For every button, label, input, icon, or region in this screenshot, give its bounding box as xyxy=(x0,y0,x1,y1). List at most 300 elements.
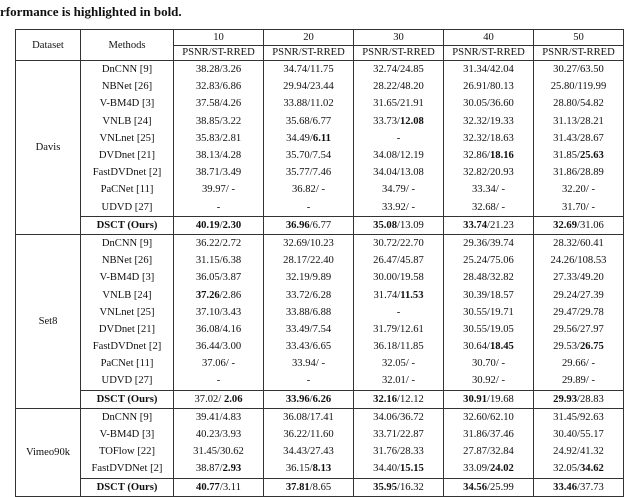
st-rred-value: 11.02 xyxy=(310,98,334,110)
score-cell xyxy=(444,181,534,198)
st-rred-value: 2.86 xyxy=(222,289,242,301)
score-cell xyxy=(174,199,264,217)
separator: / xyxy=(487,463,490,475)
separator: / xyxy=(397,272,400,284)
score-cell xyxy=(264,164,354,181)
separator: / xyxy=(577,323,580,335)
score-cell xyxy=(174,426,264,443)
separator: / xyxy=(309,463,313,475)
st-rred-value: 7.54 xyxy=(312,150,332,162)
psnr-value: 31.34 xyxy=(463,64,488,76)
st-rred-value: 11.85 xyxy=(400,341,424,353)
score-cell xyxy=(264,460,354,478)
psnr-value: 27.87 xyxy=(463,446,488,458)
psnr-value: 30.55 xyxy=(463,306,488,318)
st-rred-value: - xyxy=(588,358,595,370)
header-dataset: Dataset xyxy=(16,30,81,61)
st-rred-value: 28.33 xyxy=(399,446,424,458)
psnr-value: 28.32 xyxy=(553,237,578,249)
psnr-value: 32.05 xyxy=(553,463,578,475)
method-cell: DSCT (Ours) xyxy=(81,478,174,496)
method-cell: UDVD [27] xyxy=(81,199,174,217)
st-rred-value: 22.87 xyxy=(399,429,424,441)
psnr-value: 31.79 xyxy=(373,323,398,335)
psnr-value: 29.89 xyxy=(562,375,586,387)
header-metric: PSNR/ST-RRED xyxy=(174,45,264,61)
separator: / xyxy=(397,81,400,93)
score-cell xyxy=(444,130,534,147)
separator: / xyxy=(577,150,580,162)
separator: / xyxy=(397,64,400,76)
table-row xyxy=(16,338,624,355)
score-cell xyxy=(534,390,624,408)
separator: / xyxy=(219,64,223,76)
st-rred-value: 41.32 xyxy=(579,446,604,458)
score-cell xyxy=(444,390,534,408)
method-cell: VNLnet [25] xyxy=(81,304,174,321)
st-rred-value: 3.22 xyxy=(222,115,242,127)
separator: / xyxy=(315,184,319,196)
score-cell xyxy=(354,113,444,130)
psnr-value: 32.05 xyxy=(382,358,406,370)
st-rred-value: 19.68 xyxy=(489,393,514,405)
score-cell xyxy=(354,390,444,408)
psnr-value: 30.92 xyxy=(472,375,496,387)
st-rred-value: 2.72 xyxy=(222,237,242,249)
psnr-value: 28.48 xyxy=(463,272,488,284)
score-cell xyxy=(534,164,624,181)
score-cell xyxy=(534,234,624,252)
separator: / xyxy=(309,289,313,301)
table-row xyxy=(16,61,624,79)
score-cell xyxy=(264,130,354,147)
st-rred-value: - xyxy=(408,375,415,387)
psnr-value: 32.01 xyxy=(382,375,406,387)
psnr-value: 36.15 xyxy=(285,463,310,475)
psnr-value: 29.66 xyxy=(562,358,586,370)
st-rred-value: 6.38 xyxy=(222,255,242,267)
score-cell xyxy=(174,164,264,181)
st-rred-value: 62.10 xyxy=(489,411,514,423)
st-rred-value: 39.74 xyxy=(489,237,514,249)
separator: / xyxy=(487,411,490,423)
separator: / xyxy=(495,201,499,213)
separator: / xyxy=(577,411,580,423)
st-rred-value: 23.44 xyxy=(309,81,334,93)
table-row xyxy=(16,95,624,112)
score-cell xyxy=(354,147,444,164)
st-rred-value: 54.82 xyxy=(579,98,604,110)
separator: / xyxy=(219,150,223,162)
separator: / xyxy=(219,132,223,144)
score-cell xyxy=(264,443,354,460)
method-cell: UDVD [27] xyxy=(81,372,174,390)
table-row xyxy=(16,181,624,198)
psnr-value: 31.86 xyxy=(463,429,488,441)
st-rred-value: - xyxy=(498,184,505,196)
separator: / xyxy=(495,358,499,370)
st-rred-value: 6.77 xyxy=(312,115,332,127)
psnr-value: 31.70 xyxy=(562,201,586,213)
psnr-value: 30.72 xyxy=(373,237,398,249)
psnr-value: 38.71 xyxy=(195,167,220,179)
st-rred-value: 16.32 xyxy=(399,481,424,493)
st-rred-value: 3.26 xyxy=(222,64,242,76)
score-cell xyxy=(174,61,264,79)
separator: / xyxy=(405,184,409,196)
st-rred-value: 108.53 xyxy=(577,255,607,267)
psnr-value: 34.40 xyxy=(373,463,398,475)
header-noise-level: 30 xyxy=(354,30,444,46)
separator: / xyxy=(487,306,490,318)
st-rred-value: 13.08 xyxy=(399,167,424,179)
score-cell xyxy=(174,147,264,164)
psnr-value: 33.49 xyxy=(285,323,310,335)
score-cell xyxy=(444,78,534,95)
score-cell xyxy=(534,426,624,443)
score-cell xyxy=(264,78,354,95)
st-rred-value: 2.93 xyxy=(222,463,242,475)
method-cell: PaCNet [11] xyxy=(81,181,174,198)
separator: / xyxy=(219,167,223,179)
psnr-value: 29.24 xyxy=(553,289,578,301)
score-cell xyxy=(534,199,624,217)
st-rred-value: 42.04 xyxy=(489,64,514,76)
st-rred-value: 29.78 xyxy=(579,306,604,318)
score-cell xyxy=(264,61,354,79)
separator: / xyxy=(397,393,400,405)
psnr-value: 36.96 xyxy=(285,219,310,231)
score-cell xyxy=(264,199,354,217)
score-cell xyxy=(264,355,354,372)
separator: / xyxy=(577,446,580,458)
st-rred-value: 13.09 xyxy=(399,219,424,231)
score-cell xyxy=(534,304,624,321)
separator: / xyxy=(487,98,490,110)
score-cell xyxy=(444,478,534,496)
separator: / xyxy=(577,289,580,301)
separator: / xyxy=(219,272,223,284)
st-rred-value: 63.50 xyxy=(579,64,604,76)
separator: / xyxy=(585,358,589,370)
separator: / xyxy=(307,64,311,76)
separator: / xyxy=(219,115,223,127)
separator: / xyxy=(219,481,223,493)
method-cell: FastDVDNet [2] xyxy=(81,460,174,478)
score-cell xyxy=(444,372,534,390)
st-rred-value: 6.26 xyxy=(312,393,332,405)
table-row xyxy=(16,252,624,269)
separator: / xyxy=(397,341,401,353)
st-rred-value: 55.17 xyxy=(579,429,604,441)
st-rred-value: - xyxy=(228,358,235,370)
score-cell xyxy=(444,234,534,252)
st-rred-value: 32.84 xyxy=(489,446,514,458)
psnr-value: 37.26 xyxy=(195,289,220,301)
psnr-value: 33.96 xyxy=(285,393,310,405)
psnr-value: 39.41 xyxy=(195,411,220,423)
separator: / xyxy=(577,98,580,110)
score-cell xyxy=(174,321,264,338)
separator: / xyxy=(577,393,580,405)
score-cell xyxy=(354,252,444,269)
score-cell xyxy=(264,181,354,198)
table-row xyxy=(16,269,624,286)
st-rred-value: 2.30 xyxy=(222,219,242,231)
psnr-value: 29.94 xyxy=(283,81,308,93)
separator: / xyxy=(577,219,580,231)
psnr-value: 31.45 xyxy=(553,411,578,423)
separator: / xyxy=(574,81,578,93)
score-cell xyxy=(354,338,444,355)
score-cell xyxy=(264,113,354,130)
st-rred-value: 18.63 xyxy=(489,132,514,144)
st-rred-value: 21.23 xyxy=(489,219,514,231)
st-rred-value: 27.43 xyxy=(309,446,334,458)
separator: / xyxy=(487,481,490,493)
score-cell xyxy=(354,61,444,79)
psnr-value: 33.71 xyxy=(373,429,398,441)
score-cell xyxy=(354,304,444,321)
st-rred-value: 18.45 xyxy=(489,341,514,353)
score-cell xyxy=(354,199,444,217)
table-row xyxy=(16,372,624,390)
score-cell xyxy=(534,78,624,95)
separator: / xyxy=(397,411,400,423)
separator: / xyxy=(405,375,409,387)
psnr-value: 28.80 xyxy=(553,98,578,110)
psnr-value: 32.32 xyxy=(463,115,488,127)
st-rred-value: 6.88 xyxy=(312,306,332,318)
psnr-value: 28.22 xyxy=(373,81,398,93)
st-rred-value: 48.20 xyxy=(399,81,424,93)
score-cell xyxy=(354,286,444,303)
score-cell xyxy=(174,216,264,234)
psnr-value: - xyxy=(306,375,311,387)
psnr-value: 36.08 xyxy=(283,411,308,423)
separator: / xyxy=(577,272,580,284)
st-rred-value: 27.39 xyxy=(579,289,604,301)
psnr-value: 34.04 xyxy=(373,167,398,179)
header-noise-level: 20 xyxy=(264,30,354,46)
score-cell xyxy=(174,252,264,269)
score-cell xyxy=(444,338,534,355)
psnr-value: 30.55 xyxy=(463,323,488,335)
score-cell xyxy=(444,355,534,372)
psnr-value: 30.64 xyxy=(463,341,488,353)
st-rred-value: 7.54 xyxy=(312,323,332,335)
psnr-value: 30.05 xyxy=(463,98,488,110)
separator: / xyxy=(219,255,223,267)
st-rred-value: 12.12 xyxy=(399,393,424,405)
header-noise-level: 10 xyxy=(174,30,264,46)
method-cell: VNLB [24] xyxy=(81,286,174,303)
st-rred-value: 28.89 xyxy=(579,167,604,179)
separator: / xyxy=(487,81,490,93)
psnr-value: 38.87 xyxy=(195,463,220,475)
psnr-value: 34.49 xyxy=(286,132,310,144)
table-row xyxy=(16,130,624,147)
header-metric: PSNR/ST-RRED xyxy=(354,45,444,61)
separator: / xyxy=(309,306,313,318)
separator: / xyxy=(487,115,490,127)
psnr-value: 25.24 xyxy=(463,255,488,267)
st-rred-value: 28.67 xyxy=(579,132,604,144)
separator: / xyxy=(487,323,490,335)
psnr-value: 36.18 xyxy=(373,341,398,353)
separator: / xyxy=(309,341,313,353)
st-rred-value: - xyxy=(498,201,505,213)
table-row xyxy=(16,113,624,130)
psnr-value: 25.80 xyxy=(550,81,575,93)
separator: / xyxy=(309,167,313,179)
table-row xyxy=(16,78,624,95)
score-cell xyxy=(534,269,624,286)
psnr-value: 32.69 xyxy=(283,237,308,249)
st-rred-value: 49.20 xyxy=(579,272,604,284)
st-rred-value: 12.19 xyxy=(399,150,424,162)
score-cell xyxy=(174,95,264,112)
psnr-value: 30.00 xyxy=(373,272,398,284)
psnr-value: 30.91 xyxy=(463,393,488,405)
separator: / xyxy=(487,219,490,231)
psnr-value: 24.92 xyxy=(553,446,578,458)
score-cell xyxy=(444,286,534,303)
score-cell xyxy=(264,216,354,234)
psnr-value: 28.17 xyxy=(283,255,308,267)
psnr-value: 36.82 xyxy=(292,184,316,196)
table-row xyxy=(16,234,624,252)
score-cell xyxy=(264,304,354,321)
method-cell: V-BM4D [3] xyxy=(81,426,174,443)
st-rred-value: 26.75 xyxy=(579,341,604,353)
score-cell xyxy=(174,390,264,408)
separator: / xyxy=(397,255,400,267)
score-cell xyxy=(354,216,444,234)
header-metric: PSNR/ST-RRED xyxy=(534,45,624,61)
psnr-value: 29.53 xyxy=(553,341,578,353)
score-cell xyxy=(534,130,624,147)
table-row xyxy=(16,164,624,181)
separator: / xyxy=(487,237,490,249)
st-rred-value: 18.57 xyxy=(489,289,514,301)
method-cell: FastDVDnet [2] xyxy=(81,164,174,181)
psnr-value: 37.02 xyxy=(194,393,219,405)
psnr-value: 27.33 xyxy=(553,272,578,284)
method-cell: DVDnet [21] xyxy=(81,321,174,338)
score-cell xyxy=(534,478,624,496)
separator: / xyxy=(219,341,223,353)
score-cell xyxy=(174,372,264,390)
score-cell xyxy=(174,443,264,460)
st-rred-value: 92.63 xyxy=(579,411,604,423)
score-cell xyxy=(534,321,624,338)
separator: / xyxy=(487,393,490,405)
score-cell xyxy=(354,95,444,112)
table-row xyxy=(16,460,624,478)
separator: / xyxy=(397,323,400,335)
separator: / xyxy=(487,167,490,179)
psnr-value: 34.56 xyxy=(463,481,488,493)
psnr-value: 35.95 xyxy=(373,481,398,493)
score-cell xyxy=(354,78,444,95)
psnr-value: 34.79 xyxy=(382,184,406,196)
psnr-value: 32.86 xyxy=(463,150,488,162)
psnr-value: 40.23 xyxy=(195,429,220,441)
psnr-value: 33.92 xyxy=(382,201,406,213)
separator: / xyxy=(577,237,580,249)
score-cell xyxy=(264,478,354,496)
st-rred-value: - xyxy=(408,358,415,370)
score-cell xyxy=(354,426,444,443)
psnr-value: 31.85 xyxy=(553,150,578,162)
score-cell xyxy=(264,269,354,286)
separator: / xyxy=(487,272,490,284)
table-row xyxy=(16,355,624,372)
method-cell: V-BM4D [3] xyxy=(81,95,174,112)
st-rred-value: - xyxy=(318,184,325,196)
st-rred-value: 22.40 xyxy=(309,255,334,267)
st-rred-value: 45.87 xyxy=(399,255,424,267)
separator: / xyxy=(309,115,313,127)
score-cell xyxy=(354,478,444,496)
separator: / xyxy=(219,219,223,231)
psnr-value: 33.34 xyxy=(472,184,496,196)
method-cell: DSCT (Ours) xyxy=(81,216,174,234)
psnr-value: 32.82 xyxy=(463,167,488,179)
dataset-cell: Vimeo90k xyxy=(16,408,81,496)
separator: / xyxy=(487,289,490,301)
score-cell xyxy=(444,95,534,112)
score-cell xyxy=(354,408,444,426)
table-row xyxy=(16,321,624,338)
score-cell xyxy=(354,355,444,372)
psnr-value: 32.32 xyxy=(463,132,488,144)
separator: / xyxy=(309,150,313,162)
st-rred-value: 6.28 xyxy=(312,289,332,301)
separator: / xyxy=(307,98,311,110)
score-cell xyxy=(354,443,444,460)
score-cell xyxy=(444,216,534,234)
score-cell xyxy=(534,460,624,478)
method-cell: NBNet [26] xyxy=(81,78,174,95)
st-rred-value: 119.99 xyxy=(577,81,607,93)
score-cell xyxy=(534,355,624,372)
psnr-value: 32.69 xyxy=(553,219,578,231)
st-rred-value: 12.61 xyxy=(399,323,424,335)
st-rred-value: 28.83 xyxy=(579,393,604,405)
st-rred-value: 25.99 xyxy=(489,481,514,493)
score-cell xyxy=(534,443,624,460)
score-cell xyxy=(444,426,534,443)
score-cell xyxy=(174,338,264,355)
psnr-value: 36.08 xyxy=(195,323,220,335)
st-rred-value: 3.49 xyxy=(222,167,242,179)
psnr-value: 31.43 xyxy=(553,132,578,144)
psnr-value: 40.19 xyxy=(195,219,220,231)
st-rred-value: 28.21 xyxy=(579,115,604,127)
separator: / xyxy=(307,237,310,249)
st-rred-value: 3.00 xyxy=(222,341,242,353)
psnr-value: 33.88 xyxy=(285,306,310,318)
separator: / xyxy=(309,219,313,231)
separator: / xyxy=(217,446,220,458)
score-cell xyxy=(174,113,264,130)
psnr-value: 37.10 xyxy=(195,306,220,318)
method-cell: NBNet [26] xyxy=(81,252,174,269)
st-rred-value: 18.16 xyxy=(489,150,514,162)
separator: / xyxy=(397,237,400,249)
